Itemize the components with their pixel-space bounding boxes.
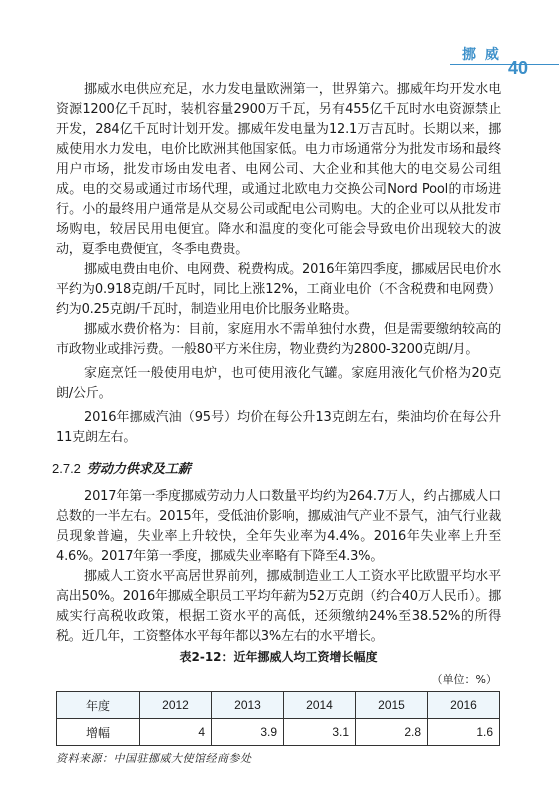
table-header-label: 年度: [57, 692, 140, 719]
paragraph-wages: 挪威人工资水平高居世界前列，挪威制造业工人工资水平比欧盟平均水平高出50%。2016年挪威全职员工平均年薪为52万克朗（约合40万人民币）。挪威实行高税收政策，根据工资水平的高低，还须缴纳24%至38.52%的所得税。近几年，工资整体水平每年都以3%左右的水平增长。: [56, 569, 501, 644]
table-header-year: 2015: [356, 692, 428, 719]
wage-growth-table: [56, 691, 500, 746]
table-header-year: 2013: [212, 692, 284, 719]
source-note: 资料来源：中国驻挪威大使馆经商参处: [56, 752, 252, 765]
table-cell: 3.1: [284, 719, 356, 746]
table-row-label: 增幅: [57, 719, 140, 746]
table-header-year: 2014: [284, 692, 356, 719]
table-row: [57, 719, 500, 746]
section-heading: [52, 460, 501, 479]
section-header-title: 挪 威: [462, 47, 501, 63]
page-number: 40: [508, 58, 529, 78]
paragraph-hydropower: 挪威水电供应充足，水力发电量欧洲第一，世界第六。挪威年均开发水电资源1200亿千瓦时，装机容量2900万千瓦，另有455亿千瓦时水电资源禁止开发，284亿千瓦时计划开发。挪威年发电量为12.1万吉瓦时。长期以来，挪威使用水力发电，电价比欧洲其他国家低。电力市场通常分为批发市场和最终用户市场，批发市场由发电者、电网公司、大企业和其他大的电交易公司组成。电的交易或通过市场代理，或通过北欧电力交换公司Nord Pool的市场进行。小的最终用户通常是从交易公司或配电公司购电。大的企业可以从批发市场购电，较居民用电便宜。降水和温度的变化可能会导致电价出现较大的波动，夏季电费便宜，冬季电费贵。: [56, 82, 501, 257]
paragraph-labor-supply: 2017年第一季度挪威劳动力人口数量平均约为264.7万人，约占挪威人口总数的一半左右。2015年，受低油价影响，挪威油气产业不景气，油气行业裁员现象普遍，失业率上升较快，全年失业率为4.4%。2016年失业率上升至4.6%。2017年第一季度，挪威失业率略有下降至4.3%。: [56, 489, 501, 564]
paragraph-water-price: 挪威水费价格为：目前，家庭用水不需单独付水费，但是需要缴纳较高的市政物业或排污费。一般80平方米住房，物业费约为2800-3200克朗/月。: [56, 322, 501, 357]
paragraph-fuel-price: 2016年挪威汽油（95号）均价在每公升13克朗左右，柴油均价在每公升11克朗左右。: [56, 410, 501, 445]
table-unit: （单位：%）: [431, 673, 497, 686]
table-header-row: [57, 692, 500, 719]
table-cell: 3.9: [212, 719, 284, 746]
table-header-year: 2012: [140, 692, 212, 719]
page-body: [52, 80, 501, 766]
header-divider: [450, 64, 559, 65]
table-caption: 表2-12：近年挪威人均工资增长幅度: [179, 650, 378, 664]
section-number: 2.7.2: [52, 461, 81, 476]
table-header-year: 2016: [428, 692, 500, 719]
table-cell: 2.8: [356, 719, 428, 746]
table-cell: 4: [140, 719, 212, 746]
paragraph-gas-price: 家庭烹饪一般使用电炉，也可使用液化气罐。家庭用液化气价格为20克朗/公斤。: [56, 366, 501, 401]
paragraph-electricity-price: 挪威电费由电价、电网费、税费构成。2016年第四季度，挪威居民电价水平约为0.918克朗/千瓦时，同比上涨12%，工商业电价（不含税费和电网费）约为0.25克朗/千瓦时，制造业用电价比服务业略贵。: [56, 262, 501, 317]
section-title: 劳动力供求及工薪: [86, 462, 191, 477]
table-cell: 1.6: [428, 719, 500, 746]
